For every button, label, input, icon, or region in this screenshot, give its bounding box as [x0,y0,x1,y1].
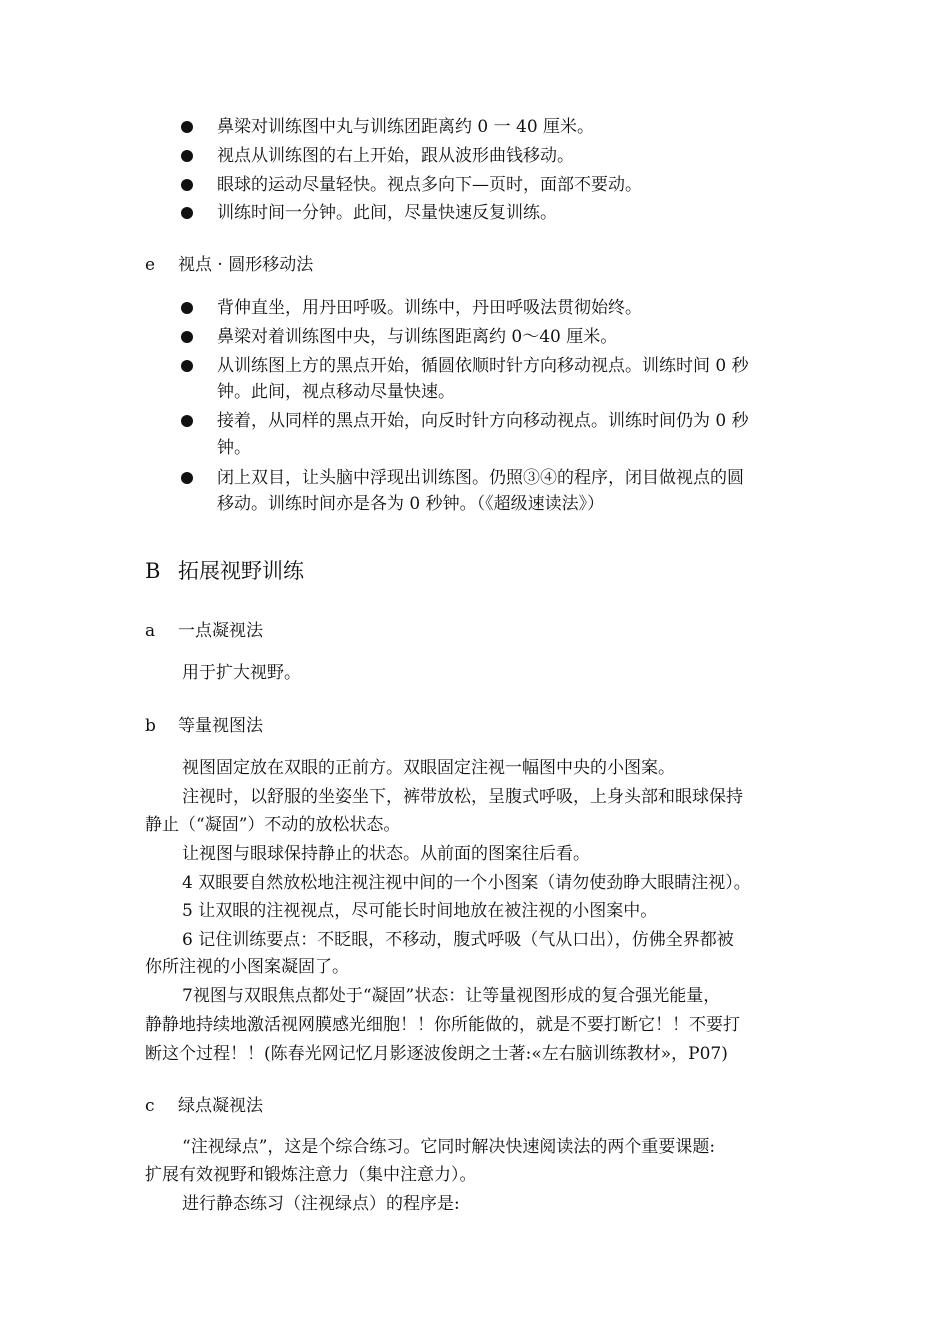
list-item: 鼻梁对着训练图中央，与训练图距离约 0～40 厘米。 [217,327,618,347]
list-item: 接着，从同样的黑点开始，向反时针方向移动视点。训练时间仍为 0 秒 [217,411,749,431]
paragraph-line: 扩展有效视野和锻炼注意力（集中注意力）。 [145,1165,477,1185]
paragraph-line: 你所注视的小图案凝固了。 [145,957,349,977]
major-section-marker: B [145,559,161,583]
paragraph-line: 5 让双眼的注视视点，尽可能长时间地放在被注视的小图案中。 [182,901,658,921]
bullet-dot [181,207,193,219]
paragraph-line: 断这个过程！！(陈春光网记忆月影逐波俊朗之士著:«左右脑训练教材»，P07) [145,1044,728,1064]
list-item-continuation: 钟。 [217,438,251,458]
section-heading: 视点 · 圆形移动法 [178,255,314,275]
section-heading: 绿点凝视法 [178,1096,263,1116]
paragraph-line: 视图固定放在双眼的正前方。双眼固定注视一幅图中央的小图案。 [182,758,675,778]
bullet-dot [181,179,193,191]
bullet-dot [181,121,193,133]
list-item: 背伸直坐，用丹田呼吸。训练中，丹田呼吸法贯彻始终。 [217,298,642,318]
bullet-dot [181,302,193,314]
paragraph: 用于扩大视野。 [182,663,301,683]
section-heading: 等量视图法 [178,716,263,736]
list-item: 视点从训练图的右上开始，跟从波形曲钱移动。 [217,146,574,166]
paragraph-line: 静止（“凝固”）不动的放松状态。 [145,815,401,835]
section-marker: b [145,716,156,736]
bullet-dot [181,331,193,343]
paragraph-line: 让视图与眼球保持静止的状态。从前面的图案往后看。 [182,844,590,864]
paragraph-line: 注视时，以舒服的坐姿坐下，裤带放松，呈腹式呼吸，上身头部和眼球保持 [182,787,743,807]
paragraph-line: 进行静态练习（注视绿点）的程序是: [182,1194,460,1214]
list-item: 从训练图上方的黑点开始，循圆依顺时针方向移动视点。训练时间 0 秒 [217,356,749,376]
section-marker: a [145,621,156,641]
section-marker: c [145,1096,155,1116]
paragraph-line: 静静地持续地激活视网膜感光细胞！！你所能做的，就是不要打断它！！不要打 [145,1015,740,1035]
bullet-dot [181,360,193,372]
paragraph-line: 7视图与双眼焦点都处于“凝固”状态：让等量视图形成的复合强光能量， [182,986,721,1006]
list-item: 眼球的运动尽量轻快。视点多向下—页时，面部不要动。 [217,175,642,195]
list-item: 鼻梁对训练图中丸与训练团距离约 0 一 40 厘米。 [217,117,595,137]
list-item: 训练时间一分钟。此间，尽量快速反复训练。 [217,203,557,223]
list-item: 闭上双目，让头脑中浮现出训练图。仍照③④的程序，闭目做视点的圆 [217,468,744,488]
paragraph-line: “注视绿点”，这是个综合练习。它同时解决快速阅读法的两个重要课题: [182,1137,716,1157]
paragraph-line: 6 记住训练要点：不眨眼，不移动，腹式呼吸（气从口出），仿佛全界都被 [182,930,734,950]
list-item-continuation: 移动。训练时间亦是各为 0 秒钟。（《超级速读法》） [217,494,605,514]
paragraph-line: 4 双眼要自然放松地注视注视中间的一个小图案（请勿使劲睁大眼睛注视）。 [182,873,751,893]
section-heading: 一点凝视法 [178,621,263,641]
bullet-dot [181,150,193,162]
major-section-heading: 拓展视野训练 [178,559,304,583]
section-marker: e [145,255,156,275]
bullet-dot [181,415,193,427]
list-item-continuation: 钟。此间，视点移动尽量快速。 [217,382,455,402]
bullet-dot [181,472,193,484]
